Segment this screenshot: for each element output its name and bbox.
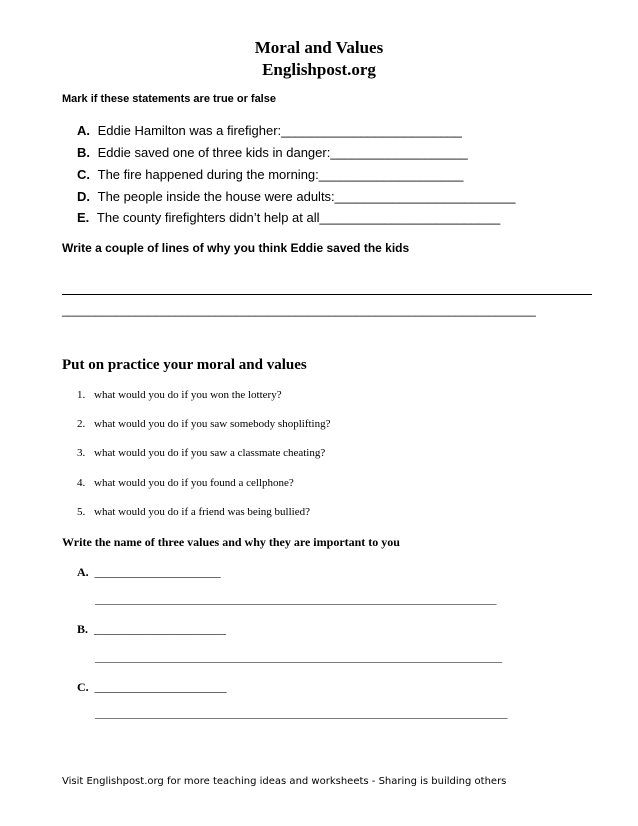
- question-number: 5.: [77, 506, 86, 518]
- statement-d: [77, 189, 515, 204]
- value-letter: B.: [77, 622, 89, 636]
- statement-text: The fire happened during the morning:____________________: [97, 167, 464, 182]
- practice-heading: Put on practice your moral and values: [62, 357, 307, 373]
- question-text: what would you do if you won the lottery?: [94, 389, 282, 401]
- question-number: 2.: [77, 418, 86, 430]
- value-a-reason-line: _________________________________________________________________________: [95, 594, 497, 606]
- statement-text: Eddie saved one of three kids in danger:___________________: [97, 145, 468, 160]
- value-c: [77, 680, 227, 695]
- value-b: [77, 622, 226, 637]
- statement-letter: A.: [77, 123, 90, 138]
- answer-line-2: _______________________________________________________________________: [62, 303, 536, 317]
- page-footer: Visit Englishpost.org for more teaching ideas and worksheets - Sharing is building others: [62, 776, 507, 787]
- question-1: [77, 389, 282, 401]
- question-text: what would you do if you saw somebody shoplifting?: [94, 418, 331, 430]
- statement-b: [77, 145, 468, 160]
- value-c-reason-line: ___________________________________________________________________________: [95, 708, 508, 720]
- value-letter: C.: [77, 680, 89, 694]
- statement-e: [77, 210, 500, 225]
- question-number: 4.: [77, 477, 86, 489]
- question-2: [77, 418, 330, 430]
- page-title: Moral and Values: [254, 38, 384, 57]
- question-text: what would you do if you saw a classmate cheating?: [94, 447, 326, 459]
- question-text: what would you do if you found a cellphone?: [94, 477, 294, 489]
- question-3: [77, 447, 325, 459]
- page-subtitle: Englishpost.org: [262, 60, 376, 79]
- statement-a: [77, 123, 462, 138]
- why-eddie-instruction: Write a couple of lines of why you think Eddie saved the kids: [62, 241, 410, 255]
- value-a: [77, 565, 221, 580]
- statement-text: The people inside the house were adults:_________________________: [97, 189, 516, 204]
- value-letter: A.: [77, 565, 89, 579]
- statement-letter: B.: [77, 145, 90, 160]
- values-instruction: Write the name of three values and why they are important to you: [62, 535, 400, 549]
- statement-text: Eddie Hamilton was a firefigher:_________________________: [97, 123, 462, 138]
- true-false-instruction: Mark if these statements are true or false: [62, 93, 276, 105]
- statement-letter: E.: [77, 210, 90, 225]
- statement-text: The county firefighters didn’t help at all_________________________: [96, 210, 501, 225]
- answer-line: [62, 294, 592, 295]
- question-5: [77, 506, 310, 518]
- statement-c: [77, 167, 463, 182]
- question-4: [77, 477, 294, 489]
- statement-letter: C.: [77, 167, 90, 182]
- question-number: 3.: [77, 447, 86, 459]
- value-name-line: ______________________: [94, 622, 227, 636]
- question-number: 1.: [77, 389, 86, 401]
- value-name-line: ______________________: [94, 680, 227, 694]
- question-text: what would you do if a friend was being bullied?: [94, 506, 310, 518]
- statement-letter: D.: [77, 189, 90, 204]
- value-name-line: _____________________: [94, 565, 221, 579]
- value-b-reason-line: __________________________________________________________________________: [95, 652, 502, 664]
